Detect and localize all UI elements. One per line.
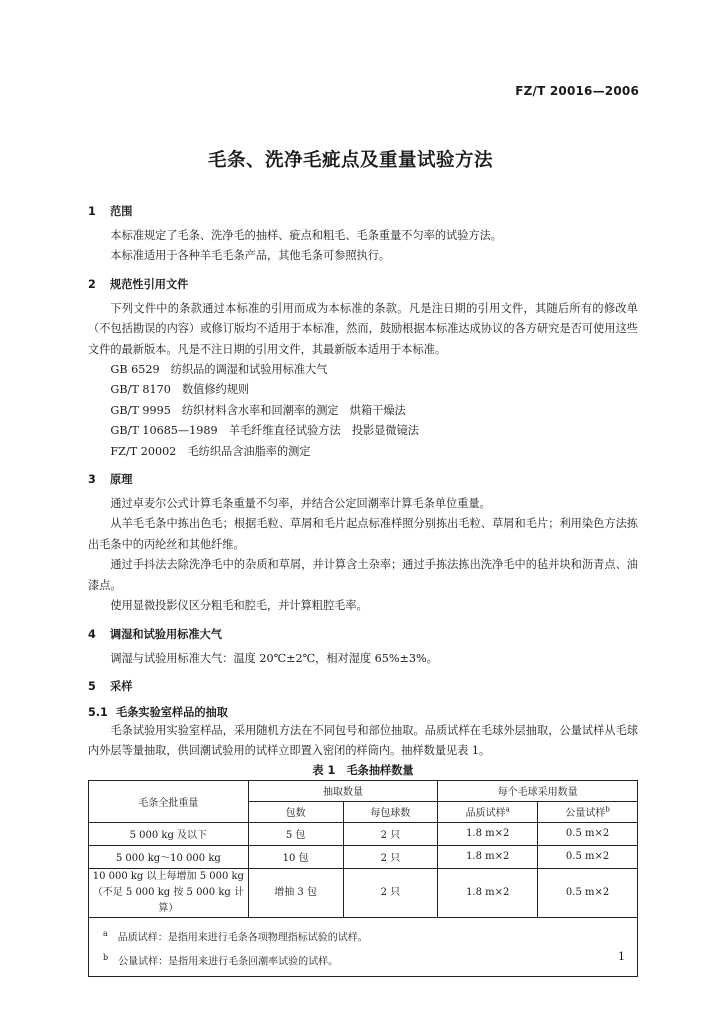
header-per-ball-quantity: 每个毛球采用数量 <box>438 780 638 801</box>
document-body <box>88 204 638 977</box>
paragraph: 通过卓麦尔公式计算毛条重量不匀率，并结合公定回潮率计算毛条单位重量。 <box>110 497 491 511</box>
table-caption: 表 1 毛条抽样数量 <box>312 763 414 777</box>
reference-item: GB/T 8170 数值修约规则 <box>110 383 250 397</box>
header-lot-weight: 毛条全批重量 <box>89 780 249 822</box>
table-footnote: $^a$ 品质试样：是指用来进行毛条各项物理指标试验的试样。 <box>103 928 368 944</box>
sampling-table <box>88 780 638 978</box>
page-number: 1 <box>618 950 625 963</box>
paragraph: 本标准适用于各种羊毛毛条产品，其他毛条可参照执行。 <box>110 249 391 263</box>
standard-code: FZ/T 20016—2006 <box>515 84 639 98</box>
paragraph: 调湿与试验用标准大气：温度 20℃±2℃，相对湿度 65%±3%。 <box>110 651 438 665</box>
reference-item: GB/T 9995 纺织材料含水率和回潮率的测定 烘箱干燥法 <box>110 403 406 417</box>
reference-item: FZ/T 20002 毛纺织品含油脂率的测定 <box>110 444 311 458</box>
section-heading-1: 1 范围 <box>88 205 133 218</box>
table-footnote: $^b$ 公量试样：是指用来进行毛条回潮率试验的试样。 <box>103 953 339 968</box>
paragraph: 下列文件中的条款通过本标准的引用而成为本标准的条款。凡是注日期的引用文件，其随后所有的修改单（不包括勘误的内容）或修订版均不适用于本标准，然而，鼓励根据本标准达成协议的各方研究是否可使用这些文件的最新版本。凡是不注日期的引用文件，其最新版本适用于本标准。 <box>88 301 638 356</box>
table-row: 5 000 kg～10 000 kg 10 包 2 只 1.8 m×2 0.5 m×2 <box>89 845 638 868</box>
paragraph: 从羊毛毛条中拣出色毛；根据毛粒、草屑和毛片起点标准样照分别拣出毛粒、草屑和毛片；利用染色方法拣出毛条中的丙纶丝和其他纤维。 <box>88 517 638 551</box>
header-conditioned-sample: 公量试样$^b$ <box>538 801 638 822</box>
header-bags: 包数 <box>248 801 343 822</box>
reference-item: GB 6529 纺织品的调湿和试验用标准大气 <box>110 363 328 377</box>
section-heading-2: 2 规范性引用文件 <box>88 277 189 291</box>
section-heading-5-1: 5.1 毛条实验室样品的抽取 <box>88 705 228 719</box>
header-quality-sample: 品质试样$^a$ <box>438 801 538 822</box>
section-heading-5: 5 采样 <box>88 679 133 693</box>
table-row: 10 000 kg 以上每增加 5 000 kg （不足 5 000 kg 按 5 000 kg 计算） 增抽 3 包 2 只 1.8 m×2 0.5 m×2 <box>89 868 638 917</box>
paragraph: 通过手抖法去除洗净毛中的杂质和草屑，并计算含土杂率；通过手拣法拣出洗净毛中的毡并块和沥青点、油漆点。 <box>88 558 638 592</box>
header-sampling-quantity: 抽取数量 <box>248 780 438 801</box>
paragraph: 使用显微投影仪区分粗毛和腔毛，并计算粗腔毛率。 <box>110 599 368 613</box>
reference-item: GB/T 10685—1989 羊毛纤维直径试验方法 投影显微镜法 <box>110 424 419 438</box>
section-heading-3: 3 原理 <box>88 473 133 487</box>
table-notes-row <box>89 917 638 977</box>
section-heading-4: 4 调湿和试验用标准大气 <box>88 627 222 641</box>
paragraph: 本标准规定了毛条、洗净毛的抽样、疵点和粗毛、毛条重量不匀率的试验方法。 <box>110 229 502 242</box>
header-balls-per-bag: 每包球数 <box>343 801 438 822</box>
table-row: 5 000 kg 及以下 5 包 2 只 1.8 m×2 0.5 m×2 <box>89 822 638 845</box>
paragraph: 毛条试验用实验室样品，采用随机方法在不同包号和部位抽取。品质试样在毛球外层抽取，公量试样从毛球内外层等量抽取，供回潮试验用的试样立即置入密闭的样筒内。抽样数量见表 1。 <box>88 723 638 758</box>
document-title: 毛条、洗净毛疵点及重量试验方法 <box>207 150 493 171</box>
